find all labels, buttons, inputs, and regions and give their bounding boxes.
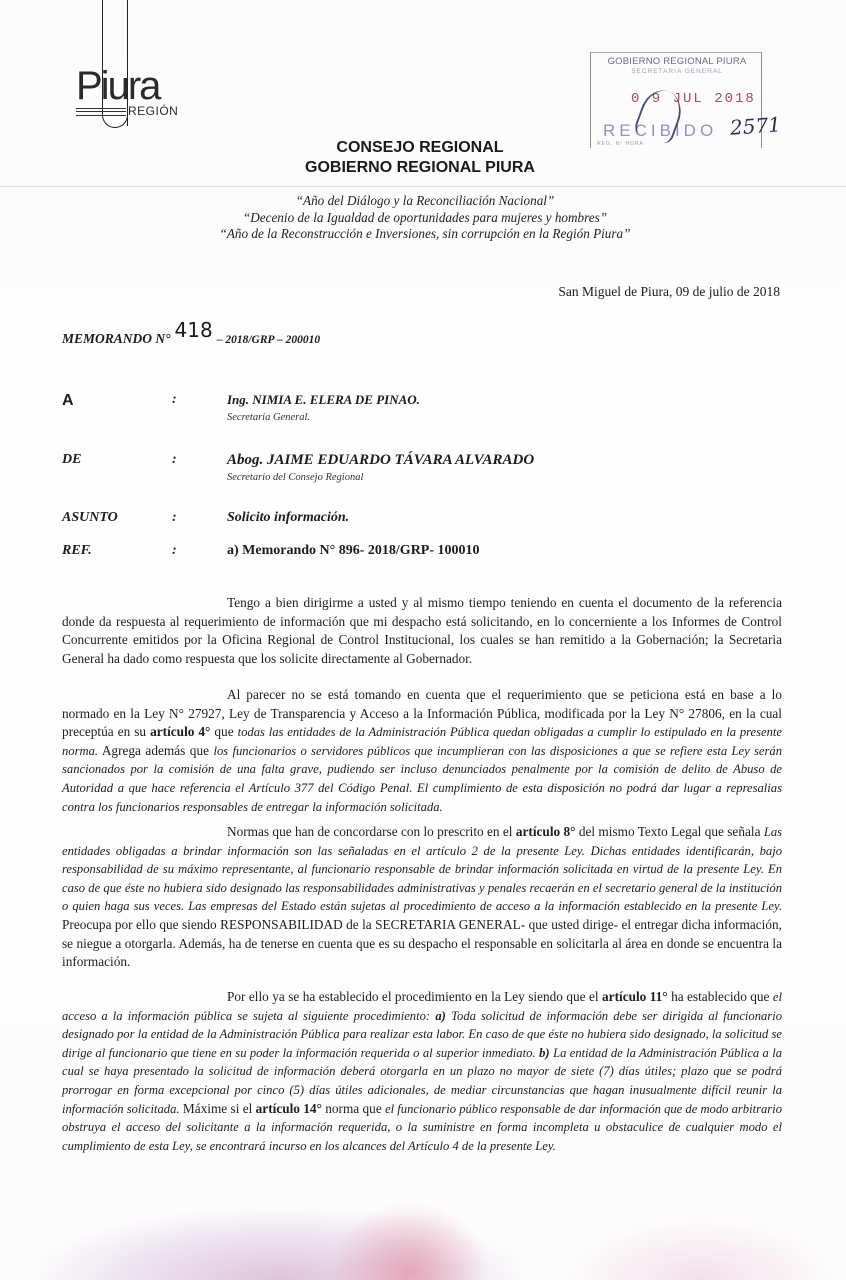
paragraph-text: Preocupa por ello que siendo RESPONSABILIDAD de la SECRETARIA GENERAL- que usted dirige- el entregar dicha información, se niegue a otorgarla. Además, ha de tenerse en cuenta que es su despacho el responsable en solicitarla al área en donde se encuentra la información. <box>62 916 782 970</box>
quoted-law-text: Toda solicitud de información debe ser dirigida al funcionario designado por la entidad de la Administración Pública para realizar esta labor. En caso de que éste no hubiera sido designado, la solicitud se dirige al funcionario que tiene en su poder la información requerida o al superior inmediato. <box>62 1008 782 1060</box>
article-reference: artículo 11° <box>602 989 668 1004</box>
photo-shadow-artifact <box>560 1215 840 1280</box>
paper-clip-icon <box>102 0 128 128</box>
paragraph-4 <box>62 988 782 1155</box>
paragraph-2 <box>62 686 782 816</box>
paragraph-text: norma que <box>325 1100 382 1116</box>
stamp-footer: REG. Nº HORA <box>597 141 644 147</box>
motto-2: “Decenio de la Igualdad de oportunidades para mujeres y hombres” <box>242 209 608 225</box>
paragraph-1 <box>62 594 782 668</box>
article-reference: artículo 4° <box>150 724 211 740</box>
stamp-date: 0 9 JUL 2018 <box>631 91 756 107</box>
header-line-1: CONSEJO REGIONAL <box>336 139 504 156</box>
motto-1: “Año del Diálogo y la Reconciliación Nacional” <box>295 193 555 208</box>
field-colon: : <box>172 510 177 525</box>
field-label: REF. <box>62 543 92 558</box>
document-header <box>230 138 610 178</box>
paragraph-text: Por ello ya se ha establecido el procedimiento en la Ley siendo que el <box>227 989 599 1004</box>
paragraph-text: Tengo a bien dirigirme a usted y al mismo tiempo teniendo en cuenta el documento de la referencia donde da respuesta al requerimiento de información que mi despacho está solicitando, en lo concerniente a los Informes de Control Concurrente emitidos por la Oficina Regional de Control Institucional, los cuales se han remitido a la Gobernación; la Secretaria General ha dado como respuesta que los solicite directamente al Gobernador. <box>62 595 782 666</box>
stamp-received-label: RECIBIDO <box>603 121 718 140</box>
place-and-date: San Miguel de Piura, 09 de julio de 2018 <box>558 284 780 299</box>
header-line-2: GOBIERNO REGIONAL PIURA <box>305 159 535 176</box>
memo-number-line <box>62 318 321 348</box>
stamp-title: GOBIERNO REGIONAL PIURA <box>607 56 747 67</box>
field-value: Abog. JAIME EDUARDO TÁVARA ALVARADO <box>227 452 535 468</box>
field-label: ASUNTO <box>62 510 118 525</box>
logo-wordmark: Piura <box>76 64 160 108</box>
motto-3: “Año de la Reconstrucción e Inversiones, sin corrupción en la Región Piura” <box>219 226 631 241</box>
field-subvalue: Secretaria General. <box>227 412 311 423</box>
quoted-law-text: el funcionario público responsable de dar información que de modo arbitrario obstruya el acceso del solicitante a la información requerida, o la suministre en forma incompleta u obstaculice de cualquier modo el cumplimiento de esta Ley, se encontrará incurso en los alcances del Artículo 4 de la presente Ley. <box>62 1101 782 1153</box>
field-value: Ing. NIMIA E. ELERA DE PINAO. <box>227 392 420 407</box>
memo-suffix: – 2018/GRP – 200010 <box>216 334 321 346</box>
quoted-law-text: todas las entidades de la Administración Pública quedan obligadas a cumplir lo estipulado en la presente norma. <box>62 725 783 758</box>
field-value: Solicito información. <box>227 510 350 525</box>
field-colon: : <box>172 452 177 467</box>
paragraph-3 <box>62 823 782 972</box>
paragraph-text: Al parecer no se está tomando en cuenta que el requerimiento que se peticiona está en base a lo normado en la Ley N° 27927, Ley de Transparencia y Acceso a la Información Pública, modificada por la Ley N° 27806, en la cual preceptúa en su <box>62 687 782 740</box>
field-colon: : <box>172 543 177 558</box>
paragraph-text: Normas que han de concordarse con lo prescrito en el <box>227 824 513 839</box>
paragraph-text: ha establecido que <box>671 989 770 1004</box>
list-marker: b) <box>539 1045 550 1060</box>
field-value: a) Memorando N° 896- 2018/GRP- 100010 <box>227 543 480 558</box>
quoted-law-text: La entidad de la Administración Pública a la cual se haya presentado la solicitud de información deberá otorgarla en un plazo no mayor de siete (7) días útiles; plazo que se podrá prorrogar en forma excepcional por cinco (5) días útiles adicionales, de mediar circunstancias que hagan inusualmente difícil reunir la información solicitada. <box>62 1045 782 1116</box>
quoted-law-text: el acceso a la información pública se sujeta al siguiente procedimiento: <box>62 990 782 1023</box>
stamp-subtitle: SECRETARIA GENERAL <box>631 68 723 75</box>
header-divider <box>0 186 846 187</box>
field-label: DE <box>62 452 82 467</box>
list-marker: a) <box>435 1008 446 1023</box>
year-mottos <box>150 193 700 243</box>
memo-handwritten-number: 418 <box>174 318 213 342</box>
stamp-handwritten-number: 2571 <box>729 112 782 140</box>
paragraph-text: del mismo Texto Legal que señala <box>578 824 761 839</box>
photo-shadow-artifact <box>330 1200 490 1280</box>
paragraph-text: Agrega además que <box>101 742 209 758</box>
field-label: A <box>62 392 74 409</box>
paragraph-text: Máxime si el <box>182 1100 253 1116</box>
paragraph-text: que <box>214 724 234 740</box>
field-subvalue: Secretario del Consejo Regional <box>227 472 364 483</box>
quoted-law-text: los funcionarios o servidores públicos que incumplieran con las disposiciones a que se refiere esta Ley serán sancionados por la comisión de una falta grave, pudiendo ser incluso denunciados penalmente por la comisión de delito de Abuso de Autoridad a que hace referencia el Artículo 377 del Código Penal. El cumplimiento de esta disposición no podrá dar lugar a represalias contra los funcionarios responsables de entregar la información solicitada. <box>62 743 783 814</box>
quoted-law-text: Las entidades obligadas a brindar información son las señaladas en el artículo 2 de la presente Ley. Dichas entidades identificarán, bajo responsabilidad de su máximo representante, al funcionario responsable de brindar información solicitada en virtud de la presente Ley. En caso de que éste no hubiera sido designado las responsabilidades administrativas y penales recaerán en el secretario general de la institución o quien haga sus veces. Las empresas del Estado están sujetas al procedimiento de acceso a la información establecido en la presente Ley. <box>62 825 783 914</box>
article-reference: artículo 14° <box>255 1100 322 1116</box>
memo-prefix: MEMORANDO N° <box>62 331 171 346</box>
field-colon: : <box>172 392 177 407</box>
paper-clip-inner-icon <box>127 26 141 126</box>
logo-subtitle: REGIÓN <box>128 104 179 118</box>
article-reference: artículo 8° <box>515 824 576 839</box>
